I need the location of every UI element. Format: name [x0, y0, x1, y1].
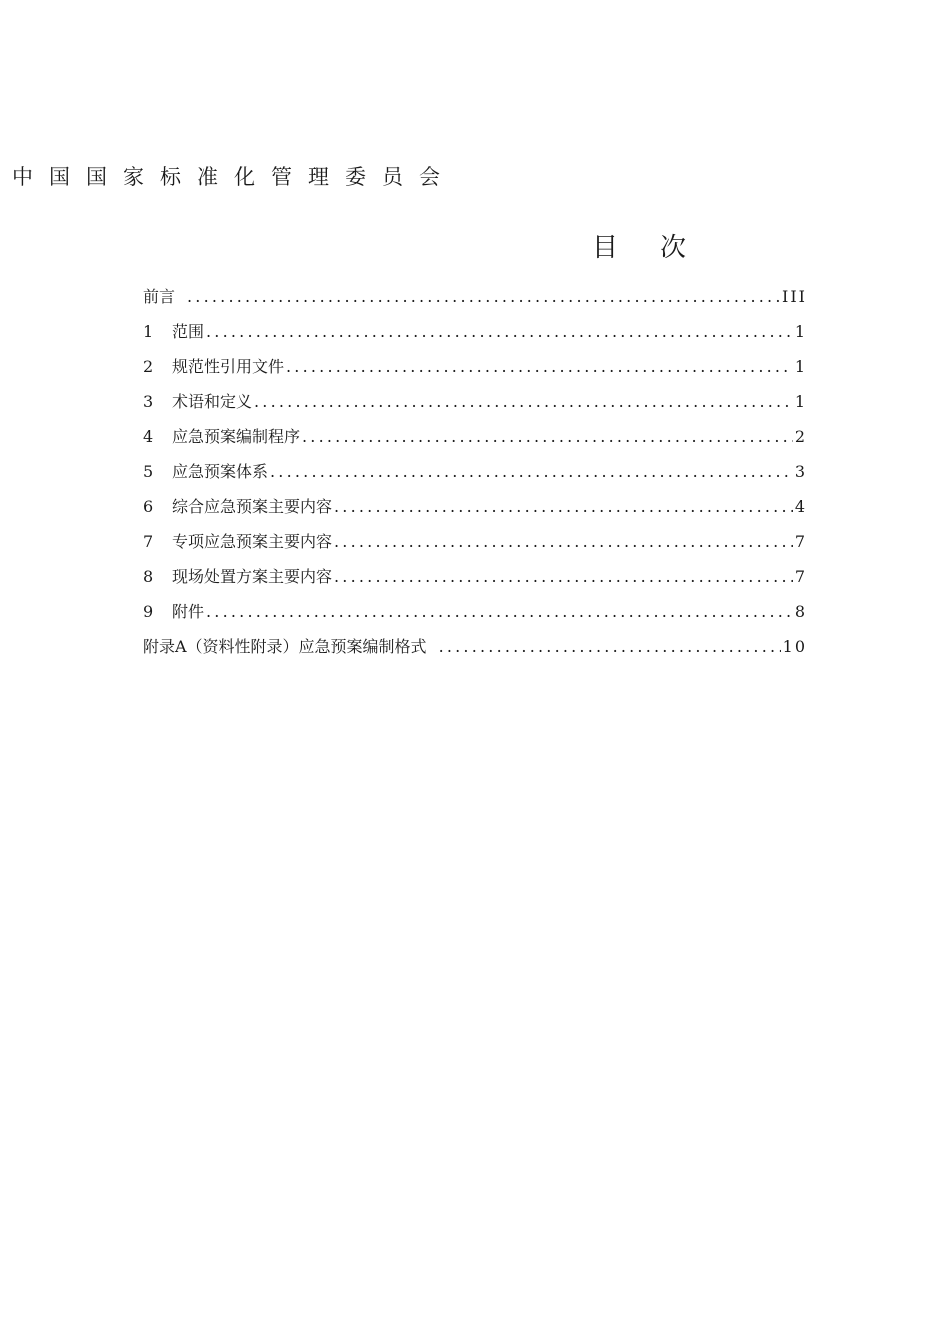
toc-leader-dots — [334, 493, 793, 521]
toc-leader-dots — [302, 423, 793, 451]
toc-leader-dots — [286, 353, 793, 381]
toc-leader-dots — [187, 283, 780, 311]
toc-entry-page: 1 — [794, 357, 807, 376]
toc-entry-special-plan[interactable] — [143, 528, 807, 563]
toc-entry-page: 7 — [794, 532, 807, 551]
toc-entry-label: 范围 — [172, 322, 205, 341]
issuing-organization: 中国国家标准化管理委员会 — [12, 165, 456, 189]
table-of-contents — [143, 283, 807, 668]
toc-leader-dots — [206, 318, 793, 346]
toc-entry-label: 综合应急预案主要内容 — [172, 497, 333, 516]
toc-entry-label: 现场处置方案主要内容 — [172, 567, 333, 586]
toc-leader-dots — [206, 598, 793, 626]
toc-entry-number: 6 — [143, 497, 154, 516]
toc-entry-number: 3 — [143, 392, 154, 411]
toc-leader-dots — [439, 633, 781, 661]
toc-entry-label: 专项应急预案主要内容 — [172, 532, 333, 551]
toc-entry-appendix-a[interactable] — [143, 633, 807, 668]
toc-entry-normative-references[interactable] — [143, 353, 807, 388]
toc-entry-number: 7 — [143, 532, 154, 551]
toc-entry-number: 9 — [143, 602, 154, 621]
toc-leader-dots — [334, 563, 793, 591]
toc-entry-number: 5 — [143, 462, 154, 481]
toc-leader-dots — [254, 388, 793, 416]
toc-entry-page: 1 — [794, 322, 807, 341]
toc-entry-label: 附件 — [172, 602, 205, 621]
toc-entry-label: 附录A（资料性附录）应急预案编制格式 — [143, 637, 427, 656]
toc-entry-page: III — [782, 287, 807, 306]
toc-entry-label: 应急预案体系 — [172, 462, 269, 481]
toc-entry-terms-definitions[interactable] — [143, 388, 807, 423]
toc-entry-page: 4 — [794, 497, 807, 516]
toc-entry-number: 4 — [143, 427, 154, 446]
toc-entry-page: 10 — [782, 637, 807, 656]
toc-entry-plan-procedure[interactable] — [143, 423, 807, 458]
toc-leader-dots — [270, 458, 793, 486]
toc-entry-page: 3 — [794, 462, 807, 481]
toc-entry-label: 术语和定义 — [172, 392, 253, 411]
toc-entry-page: 1 — [794, 392, 807, 411]
toc-entry-label: 应急预案编制程序 — [172, 427, 301, 446]
toc-entry-onsite-plan[interactable] — [143, 563, 807, 598]
toc-leader-dots — [334, 528, 793, 556]
toc-entry-number: 2 — [143, 357, 154, 376]
toc-entry-page: 7 — [794, 567, 807, 586]
toc-entry-foreword[interactable] — [143, 283, 807, 318]
toc-entry-attachments[interactable] — [143, 598, 807, 633]
toc-entry-comprehensive-plan[interactable] — [143, 493, 807, 528]
toc-entry-label: 规范性引用文件 — [172, 357, 285, 376]
toc-entry-plan-system[interactable] — [143, 458, 807, 493]
toc-entry-number: 1 — [143, 322, 154, 341]
toc-entry-page: 2 — [794, 427, 807, 446]
toc-title: 目次 — [592, 233, 729, 263]
toc-entry-label: 前言 — [143, 287, 176, 306]
toc-entry-page: 8 — [794, 602, 807, 621]
toc-entry-scope[interactable] — [143, 318, 807, 353]
toc-entry-number: 8 — [143, 567, 154, 586]
